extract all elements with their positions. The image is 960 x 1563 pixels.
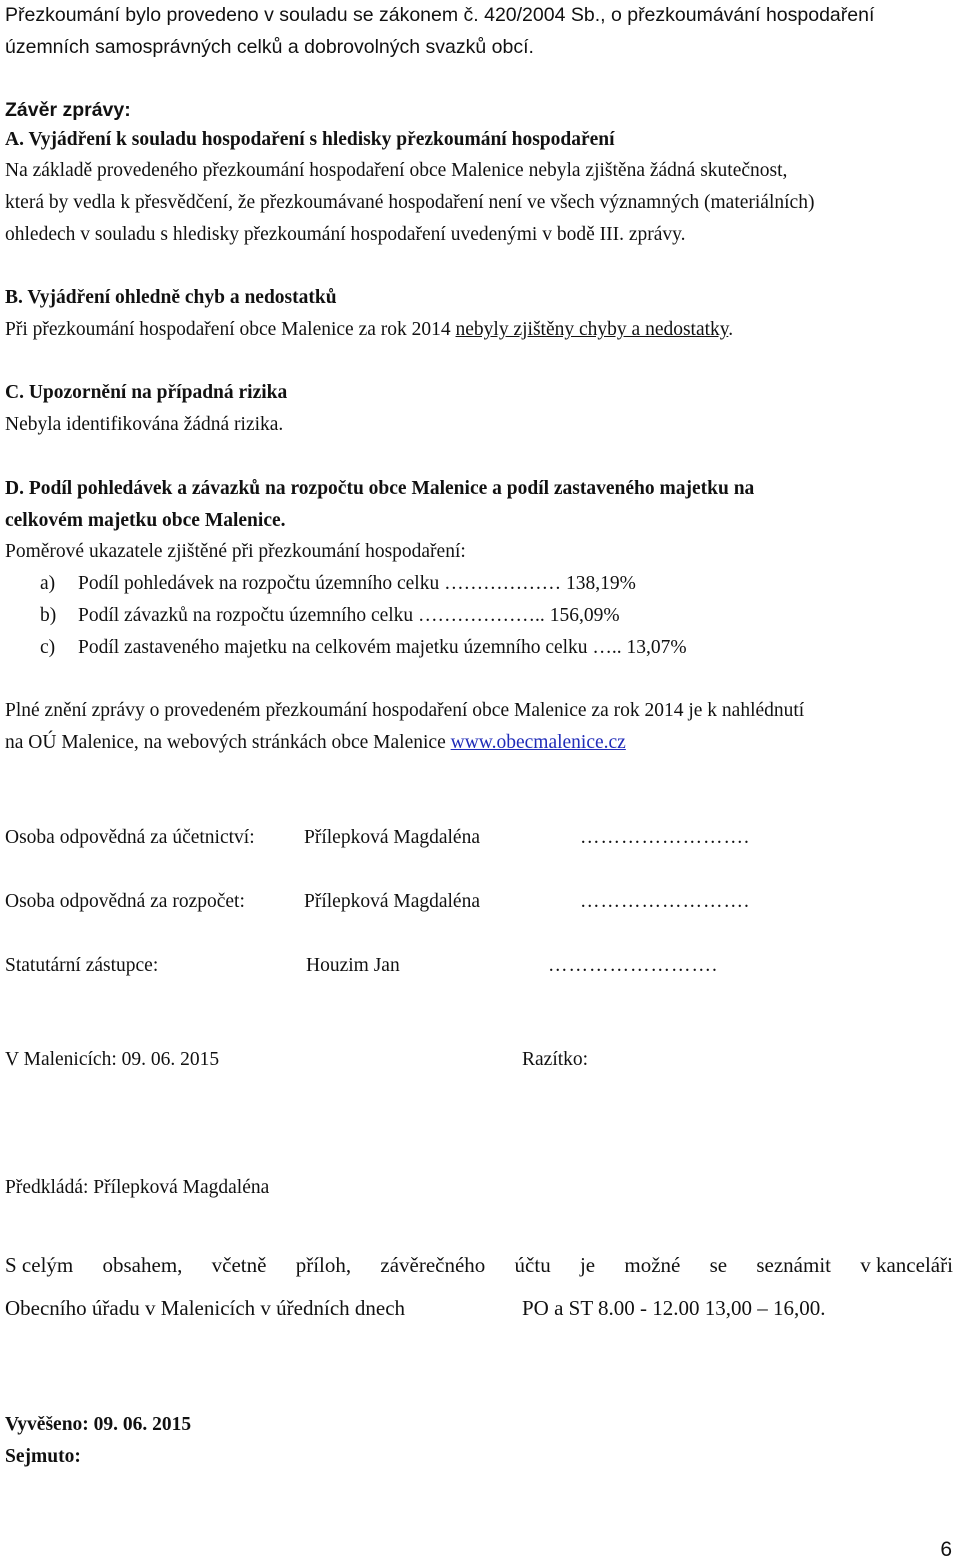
full-report-prefix: na OÚ Malenice, na webových stránkách obce Malenice bbox=[5, 732, 451, 753]
section-a-heading: A. Vyjádření k souladu hospodaření s hledisky přezkoumání hospodaření bbox=[5, 129, 615, 150]
indicator-text: Podíl zastaveného majetku na celkovém majetku územního celku ….. bbox=[78, 637, 627, 658]
stamp-label: Razítko: bbox=[522, 1049, 589, 1070]
office-word: seznámit bbox=[756, 1253, 831, 1277]
section-b-heading: B. Vyjádření ohledně chyb a nedostatků bbox=[5, 287, 337, 308]
office-hours: PO a ST 8.00 - 12.00 13,00 – 16,00. bbox=[522, 1296, 826, 1320]
indicators-label: Poměrové ukazatele zjištěné při přezkoumání hospodaření: bbox=[5, 541, 466, 562]
section-c-heading: C. Upozornění na případná rizika bbox=[5, 382, 288, 403]
full-report-line-2 bbox=[5, 731, 626, 755]
intro-line-2: územních samosprávných celků a dobrovolných svazků obcí. bbox=[5, 36, 534, 58]
section-b-prefix: Při přezkoumání hospodaření obce Malenice za rok 2014 bbox=[5, 319, 456, 340]
section-d-heading-2: celkovém majetku obce Malenice. bbox=[5, 510, 286, 531]
section-b-suffix: . bbox=[728, 319, 734, 340]
office-word: účtu bbox=[514, 1253, 551, 1277]
statutory-name: Houzim Jan bbox=[306, 955, 400, 976]
section-b-text bbox=[5, 318, 733, 342]
removed-date: Sejmuto: bbox=[5, 1446, 81, 1467]
indicator-value: 138,19% bbox=[565, 573, 636, 594]
office-word: je bbox=[579, 1253, 596, 1277]
office-word: S celým bbox=[5, 1253, 74, 1277]
website-link[interactable]: www.obecmalenice.cz bbox=[450, 732, 626, 753]
indicator-c bbox=[40, 636, 687, 660]
signature-line: ……………………. bbox=[580, 891, 750, 912]
office-word: příloh, bbox=[295, 1253, 352, 1277]
submitted-by: Předkládá: Přílepková Magdaléna bbox=[5, 1177, 270, 1198]
indicator-value: 13,07% bbox=[626, 637, 687, 658]
office-word: v kanceláři bbox=[860, 1253, 953, 1277]
indicator-text: Podíl pohledávek na rozpočtu územního celku ……………… bbox=[78, 573, 566, 594]
office-word: závěrečného bbox=[380, 1253, 486, 1277]
full-report-line-1: Plné znění zprávy o provedeném přezkoumání hospodaření obce Malenice za rok 2014 je k nahlédnutí bbox=[5, 700, 805, 721]
indicator-a bbox=[40, 572, 636, 596]
page-number: 6 bbox=[940, 1538, 952, 1561]
responsible-accounting-name: Přílepková Magdaléna bbox=[304, 827, 480, 848]
office-line-2-left: Obecního úřadu v Malenicích v úředních dnech bbox=[5, 1296, 406, 1320]
indicator-letter: a) bbox=[40, 573, 56, 594]
intro-line-1: Přezkoumání bylo provedeno v souladu se zákonem č. 420/2004 Sb., o přezkoumávání hospodaření bbox=[5, 4, 875, 26]
responsible-budget-label: Osoba odpovědná za rozpočet: bbox=[5, 891, 245, 912]
statutory-label: Statutární zástupce: bbox=[5, 955, 159, 976]
posted-date: Vyvěšeno: 09. 06. 2015 bbox=[5, 1414, 192, 1435]
responsible-accounting-label: Osoba odpovědná za účetnictví: bbox=[5, 827, 255, 848]
office-word: možné bbox=[624, 1253, 681, 1277]
indicator-value: 156,09% bbox=[549, 605, 620, 626]
office-line-1 bbox=[5, 1252, 953, 1278]
place-date: V Malenicích: 09. 06. 2015 bbox=[5, 1049, 220, 1070]
indicator-text: Podíl závazků na rozpočtu územního celku ……………….. bbox=[78, 605, 550, 626]
indicator-b bbox=[40, 604, 620, 628]
section-a-line-1: Na základě provedeného přezkoumání hospodaření obce Malenice nebyla zjištěna žádná skutečnost, bbox=[5, 160, 788, 181]
section-b-underlined: nebyly zjištěny chyby a nedostatky bbox=[455, 319, 729, 340]
conclusion-heading: Závěr zprávy: bbox=[5, 99, 131, 121]
signature-line: ……………………. bbox=[548, 955, 718, 976]
office-word: se bbox=[709, 1253, 728, 1277]
indicator-letter: b) bbox=[40, 605, 57, 626]
section-d-heading-1: D. Podíl pohledávek a závazků na rozpočtu obce Malenice a podíl zastaveného majetku na bbox=[5, 478, 755, 499]
section-a-line-3: ohledech v souladu s hledisky přezkoumání hospodaření uvedenými v bodě III. zprávy. bbox=[5, 224, 686, 245]
responsible-budget-name: Přílepková Magdaléna bbox=[304, 891, 480, 912]
office-word: včetně bbox=[211, 1253, 267, 1277]
section-c-text: Nebyla identifikována žádná rizika. bbox=[5, 414, 284, 435]
indicator-letter: c) bbox=[40, 637, 56, 658]
section-a-line-2: která by vedla k přesvědčení, že přezkoumávané hospodaření není ve všech významných (materiálních) bbox=[5, 192, 815, 213]
signature-line: ……………………. bbox=[580, 827, 750, 848]
office-word: obsahem, bbox=[102, 1253, 183, 1277]
